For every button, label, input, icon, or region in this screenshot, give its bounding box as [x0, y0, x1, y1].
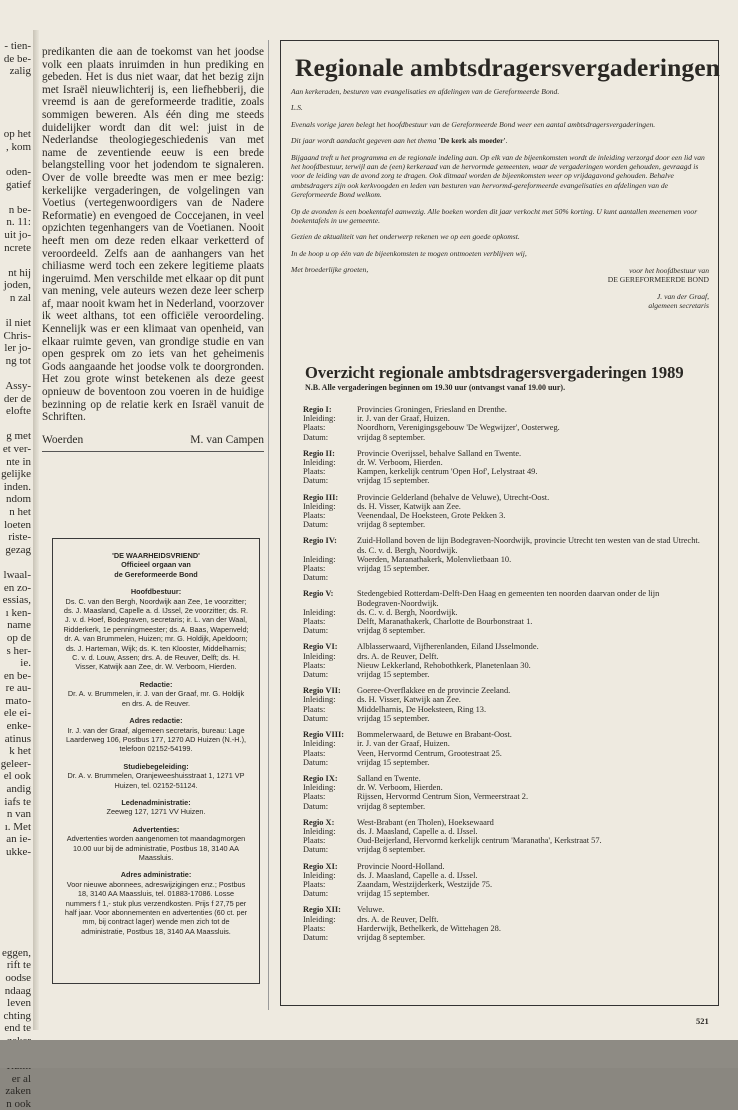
label-plaats: Plaats: — [303, 836, 326, 846]
region-name: Regio VIII: — [303, 730, 345, 740]
region-entry — [303, 862, 703, 899]
colophon-heading: Redactie: — [139, 679, 173, 689]
label-inleiding: Inleiding: — [303, 458, 336, 468]
region-place: Rijssen, Hervormd Centrum Sion, Vermeerstraat 2. — [357, 792, 529, 802]
region-labels — [303, 642, 357, 679]
label-datum: Datum: — [303, 573, 329, 583]
colophon-heading: Officieel orgaan van — [121, 560, 191, 570]
fragment-line: er al — [11, 1072, 31, 1085]
region-name: Regio VI: — [303, 642, 338, 652]
region-speaker: dr. W. Verboom, Hierden. — [357, 783, 443, 793]
fragment-line — [0, 556, 33, 569]
region-values — [357, 589, 703, 635]
fragment-line — [0, 871, 33, 884]
colophon-heading: 'DE WAARHEIDSVRIEND' — [112, 551, 200, 560]
fragment-line — [0, 116, 33, 129]
region-place: Veen, Hervormd Centrum, Grootestraat 25. — [357, 748, 502, 758]
region-area: Provincie Gelderland (behalve de Veluwe), Utrecht-Oost. — [357, 492, 550, 502]
intro-greeting: Met broederlijke groeten, — [291, 265, 369, 275]
region-entry — [303, 449, 703, 486]
region-values — [357, 818, 703, 855]
fragment-line: geleer- — [0, 757, 31, 770]
region-labels — [303, 905, 357, 942]
region-name: Regio VII: — [303, 686, 341, 696]
overview-note: N.B. Alle vergaderingen beginnen om 19.30 uur (ontvangst vanaf 19.00 uur). — [305, 383, 566, 392]
fragment-line: chting — [3, 1009, 31, 1022]
colophon-text: Voor nieuwe abonnees, adreswijzigingen enz.; Postbus 18, 3140 AA Maassluis, tel. 01883-17086. Losse nummers f 1,- stuk plus verzendkosten. Prijs f 27,75 per half jaar. Voor abonnementen en advertenties (60 ct. per mm, bij contract lager) wende men zich tot de administratie, Postbus 18, 3140 AA Maassluis. — [64, 879, 248, 936]
region-entry — [303, 405, 703, 442]
column-divider — [268, 40, 269, 1010]
label-plaats: Plaats: — [303, 748, 326, 758]
region-place: Delft, Maranathakerk, Charlotte de Bourbonstraat 1. — [357, 617, 533, 627]
region-area: Salland en Twente. — [357, 773, 421, 783]
label-datum: Datum: — [303, 801, 329, 811]
label-datum: Datum: — [303, 889, 329, 899]
region-date: vrijdag 8 september. — [357, 932, 426, 942]
fragment-line: elofte — [5, 405, 31, 418]
label-inleiding: Inleiding: — [303, 826, 336, 836]
fragment-line: n van — [6, 808, 31, 821]
fragment-line: riste- — [8, 531, 31, 544]
fragment-line: uit jo- — [4, 228, 31, 241]
fragment-line — [0, 896, 33, 909]
fragment-line — [0, 90, 33, 103]
fragment-line: s her- — [6, 644, 31, 657]
region-labels — [303, 862, 357, 899]
label-datum: Datum: — [303, 476, 329, 486]
intro-paragraph: Op de avonden is een boekentafel aanwezig. Alle boeken worden dit jaar verkocht met 50% korting. U kunt aantallen meenemen voor boekentafels in uw gemeente. — [291, 206, 698, 226]
fragment-line: zaken — [5, 1085, 31, 1098]
region-entry — [303, 686, 703, 723]
colophon-heading: Studiebegeleiding: — [123, 761, 189, 771]
label-inleiding: Inleiding: — [303, 554, 336, 564]
region-date: vrijdag 15 september. — [357, 564, 430, 574]
colophon-heading: Hoofdbestuur: — [130, 587, 182, 597]
label-datum: Datum: — [303, 932, 329, 942]
intro-paragraph: In de hoop u op één van de bijeenkomsten te mogen ontmoeten verblijven wij, — [291, 248, 527, 258]
region-values — [357, 730, 703, 767]
label-plaats: Plaats: — [303, 617, 326, 627]
region-area: Provincies Groningen, Friesland en Drenthe. — [357, 405, 507, 414]
page-gutter — [33, 30, 39, 1030]
fragment-line: ı ken- — [5, 606, 31, 619]
region-area: Veluwe. — [357, 905, 385, 915]
fragment-line — [0, 153, 33, 166]
article-author: M. van Campen — [190, 433, 264, 446]
region-entry — [303, 493, 703, 530]
region-values — [357, 405, 703, 442]
region-place: Veenendaal, De Hoeksteen, Grote Pekken 3. — [357, 511, 506, 521]
region-date: vrijdag 15 september. — [357, 889, 430, 899]
closing-line: DE GEREFORMEERDE BOND — [607, 275, 709, 285]
region-name: Regio X: — [303, 817, 335, 827]
fragment-line: nt hij — [8, 266, 31, 279]
region-values — [357, 493, 703, 530]
region-area: West-Brabant (en Tholen), Hoeksewaard — [357, 817, 494, 827]
fragment-line: eggen, — [1, 946, 31, 959]
region-entry — [303, 536, 703, 582]
region-place: Nieuw Lekkerland, Rehobothkerk, Planetenlaan 30. — [357, 660, 531, 670]
label-datum: Datum: — [303, 713, 329, 723]
label-datum: Datum: — [303, 670, 329, 680]
region-date: vrijdag 8 september. — [357, 801, 426, 811]
fragment-line: loeten — [4, 518, 31, 531]
colophon-heading: Adres redactie: — [129, 716, 183, 726]
colophon-text: Dr. A. v. Brummelen, ir. J. van der Graaf, mr. G. Holdijk en drs. A. de Reuver. — [67, 689, 245, 708]
region-date: vrijdag 15 september. — [357, 476, 430, 486]
region-speaker: ir. J. van der Graaf, Huizen. — [357, 414, 450, 424]
label-spacer — [303, 599, 357, 608]
region-date: vrijdag 8 september. — [357, 626, 426, 636]
closing-line: algemeen secretaris — [648, 300, 709, 310]
fragment-line: oodse — [5, 971, 31, 984]
fragment-line: re au- — [5, 682, 31, 695]
label-inleiding: Inleiding: — [303, 914, 336, 924]
intro-paragraph: Gezien de aktualiteit van het onderwerp rekenen we op een goede opkomst. — [291, 232, 520, 242]
region-labels — [303, 818, 357, 855]
region-name: Regio III: — [303, 492, 339, 502]
label-plaats: Plaats: — [303, 511, 326, 521]
article-text: predikanten die aan de toekomst van het joodse volk een plaats inruimden in hun prediking en gebeden. Het is dus niet waar, dat het bezig zijn met Israël nieuwlichterij is, een liefhebberij, die vreemd is aan de gereformeerde traditie, zoals sommigen beweren. Als één ding me steeds duidelijker wordt dan dit wel: juist in de Nederlandse theologiegeschiedenis van met name de zeventiende eeuw is een brede belangstelling voor het jodendom te signaleren. Over de volle breedte was men er mee bezig: kerkelijke vergaderingen, de volgelingen van Voetius (vertegenwoordigers van de Nadere Reformatie) en evengoed de Coccejanen, in veel opzichten tegenhangers van de Voetianen. Nooit heeft men om deze reden elkaar verketterd of veroordeeld. Zelfs aan de aanhangers van het chiliasme werd toch een zekere legitieme plaats ingeruimd. Men verschilde met elkaar op dit punt van mening, vele auteurs wezen deze leer scherp af, maar nooit kwam het in Nederland, voorzover ik weet althans, tot een officiële veroordeling. Kennelijk was er een klimaat van openheid, van elkaar ruimte geven, van grondige studie en van open gesprek om zo iets van het geheimenis Gods aangaande het joodse volk te doorgronden. Het zou grote winst betekenen als deze geest opnieuw de boventoon zou voeren in de huidige bezinning op de relatie kerk en Israël vanuit de Schriften. — [42, 46, 264, 424]
colophon-heading: Adres administratie: — [120, 870, 192, 880]
region-place: Middelharnis, De Hoeksteen, Ring 13. — [357, 704, 487, 714]
label-datum: Datum: — [303, 757, 329, 767]
fragment-line: lwaal- — [3, 568, 31, 581]
colophon-heading: de Gereformeerde Bond — [114, 569, 198, 579]
region-entry — [303, 774, 703, 811]
fragment-line: il niet — [5, 317, 31, 330]
fragment-line: zalig — [9, 65, 31, 78]
region-name: Regio XI: — [303, 861, 338, 871]
intro-address: Aan kerkeraden, besturen van evangelisaties en afdelingen van de Gereformeerde Bond. — [291, 87, 560, 96]
label-inleiding: Inleiding: — [303, 501, 336, 511]
region-place: Noordhorn, Verenigingsgebouw 'De Wegwijzer', Oosterweg. — [357, 423, 560, 433]
region-speaker: ds. J. Maasland, Capelle a. d. IJssel. — [357, 870, 478, 880]
label-inleiding: Inleiding: — [303, 695, 336, 705]
colophon-text: Advertenties worden aangenomen tot maandagmorgen 10.00 uur bij de administratie, Postbus 18, 3140 AA Maassluis. — [66, 834, 246, 862]
label-datum: Datum: — [303, 520, 329, 530]
fragment-line: mato- — [5, 694, 31, 707]
fragment-line: el ook — [3, 770, 31, 783]
page-shadow — [0, 1040, 738, 1068]
fragment-line: ı. Met — [4, 820, 31, 833]
fragment-line: ie. — [20, 657, 31, 670]
fragment-line: op het — [3, 128, 31, 141]
fragment-line: iafs te — [4, 795, 31, 808]
fragment-line: n zal — [9, 291, 31, 304]
fragment-line: ndom — [5, 493, 31, 506]
region-labels — [303, 589, 357, 635]
region-name: Regio II: — [303, 448, 335, 458]
region-area: Bommelerwaard, de Betuwe en Brabant-Oost. — [357, 730, 512, 740]
intro-salutation: L.S. — [291, 103, 303, 113]
fragment-line: gezag — [5, 543, 31, 556]
region-entry — [303, 642, 703, 679]
region-date: vrijdag 15 september. — [357, 713, 430, 723]
fragment-line: Assy- — [5, 380, 31, 393]
label-plaats: Plaats: — [303, 423, 326, 433]
fragment-line: nte in — [6, 455, 31, 468]
region-labels — [303, 730, 357, 767]
region-speaker: drs. A. de Reuver, Delft. — [357, 651, 439, 661]
region-area: Provincie Overijssel, behalve Salland en Twente. — [357, 448, 522, 458]
schedule-list — [303, 405, 703, 949]
article-column — [42, 46, 264, 452]
fragment-line: oden- — [5, 165, 31, 178]
fragment-line: ukke- — [5, 846, 31, 858]
region-date: vrijdag 15 september. — [357, 670, 430, 680]
region-date: vrijdag 8 september. — [357, 845, 426, 855]
label-plaats: Plaats: — [303, 704, 326, 714]
fragment-line — [0, 191, 33, 204]
region-speaker: ds. H. Visser, Katwijk aan Zee. — [357, 501, 461, 511]
label-plaats: Plaats: — [303, 564, 326, 574]
colophon-text: Zeeweg 127, 1271 VV Huizen. — [106, 807, 206, 817]
colophon-heading: Advertenties: — [132, 824, 180, 834]
fragment-line: inden. — [3, 480, 31, 493]
closing-line: J. van der Graaf, — [656, 291, 709, 301]
fragment-line: end te — [4, 1022, 31, 1035]
fragment-line: name — [7, 619, 31, 632]
fragment-line — [0, 884, 33, 897]
label-inleiding: Inleiding: — [303, 414, 336, 424]
colophon-heading: Ledenadministratie: — [121, 797, 191, 807]
label-spacer — [303, 546, 357, 555]
region-labels — [303, 405, 357, 442]
label-datum: Datum: — [303, 845, 329, 855]
fragment-line: g met — [6, 430, 31, 443]
fragment-line: ndaag — [4, 984, 31, 997]
region-area: Stedengebied Rotterdam-Delft-Den Haag en gemeenten ten noorden daarvan onder de lijn Bodegraven-Noordwijk. — [357, 589, 660, 608]
region-entry — [303, 905, 703, 942]
fragment-line: ele ei- — [3, 707, 31, 720]
region-values — [357, 642, 703, 679]
fragment-line: - tien- — [4, 40, 31, 52]
colophon-text: Dr. A. v. Brummelen, Oranjeweeshuisstraat 1, 1271 VP Huizen, tel. 02152-51124. — [67, 771, 245, 790]
announcement-title: Regionale ambtsdragersvergaderingen — [295, 53, 720, 82]
colophon-content — [53, 539, 259, 936]
fragment-line: et ver- — [2, 443, 31, 455]
region-area: Goeree-Overflakkee en de provincie Zeeland. — [357, 686, 511, 696]
intro-theme: Dit jaar wordt aandacht gegeven aan het thema 'De kerk als moeder'. — [291, 136, 508, 146]
region-name: Regio V: — [303, 589, 334, 599]
fragment-line — [0, 78, 33, 91]
region-speaker: ir. J. van der Graaf, Huizen. — [357, 739, 450, 749]
fragment-line: ng tot — [5, 354, 31, 367]
region-place: Zaandam, Westzijderkerk, Westzijde 75. — [357, 879, 493, 889]
region-values — [357, 905, 703, 942]
label-plaats: Plaats: — [303, 467, 326, 477]
article-signature — [42, 434, 264, 453]
previous-column-fragment — [0, 40, 33, 1110]
fragment-line — [0, 859, 33, 872]
region-labels — [303, 449, 357, 486]
region-labels — [303, 686, 357, 723]
fragment-line: ncrete — [4, 241, 31, 254]
fragment-line: n ook — [6, 1097, 31, 1110]
fragment-line: essias, — [2, 594, 31, 607]
fragment-line — [0, 103, 33, 116]
label-plaats: Plaats: — [303, 660, 326, 670]
fragment-line: enke- — [6, 720, 31, 733]
theme-title: 'De kerk als moeder' — [438, 136, 506, 146]
announcement-intro — [291, 87, 709, 310]
closing-line: voor het hoofdbestuur van — [629, 265, 709, 275]
article-place: Woerden — [42, 433, 84, 446]
region-name: Regio XII: — [303, 905, 341, 915]
region-speaker: drs. A. de Reuver, Delft. — [357, 914, 439, 924]
region-entry — [303, 730, 703, 767]
region-place: Kampen, kerkelijk centrum 'Open Hof', Lelystraat 49. — [357, 467, 538, 477]
region-area: Zuid-Holland boven de lijn Bodegraven-Noordwijk, provincie Utrecht ten westen van de stad Utrecht. — [357, 536, 700, 546]
region-date: vrijdag 8 september. — [357, 432, 426, 442]
fragment-line: atinus — [4, 732, 31, 745]
region-date: vrijdag 15 september. — [357, 757, 430, 767]
label-plaats: Plaats: — [303, 792, 326, 802]
region-values — [357, 774, 703, 811]
region-place: Woerden, Maranathakerk, Molenvlietbaan 10. — [357, 554, 512, 564]
region-area: Provincie Noord-Holland. — [357, 861, 445, 871]
label-datum: Datum: — [303, 626, 329, 636]
label-inleiding: Inleiding: — [303, 651, 336, 661]
fragment-line: joden, — [3, 279, 31, 292]
label-plaats: Plaats: — [303, 879, 326, 889]
label-inleiding: Inleiding: — [303, 783, 336, 793]
label-inleiding: Inleiding: — [303, 870, 336, 880]
fragment-line: , kom — [5, 140, 31, 153]
fragment-line: de be- — [3, 52, 31, 65]
fragment-line: andig — [6, 783, 31, 796]
fragment-line: en zo- — [3, 581, 31, 594]
region-place: Oud-Beijerland, Hervormd kerkelijk centrum 'Maranatha', Kerkstraat 57. — [357, 836, 602, 846]
fragment-line — [0, 367, 33, 380]
label-inleiding: Inleiding: — [303, 739, 336, 749]
fragment-line: Chris- — [3, 329, 31, 342]
region-entry — [303, 818, 703, 855]
region-labels — [303, 493, 357, 530]
fragment-line: k het — [9, 745, 31, 758]
fragment-line: gelijke — [1, 468, 31, 481]
region-date: vrijdag 8 september. — [357, 520, 426, 530]
label-inleiding: Inleiding: — [303, 607, 336, 617]
region-speaker: ds. C. v. d. Bergh, Noordwijk. — [357, 545, 458, 555]
region-speaker: ds. H. Visser, Katwijk aan Zee. — [357, 695, 461, 705]
fragment-line: der de — [3, 392, 31, 405]
region-labels — [303, 536, 357, 582]
region-speaker: dr. W. Verboom, Hierden. — [357, 458, 443, 468]
fragment-line: n het — [9, 505, 31, 518]
region-speaker: ds. J. Maasland, Capelle a. d. IJssel. — [357, 826, 478, 836]
overview-title: Overzicht regionale ambtsdragersvergaderingen 1989 — [305, 363, 684, 382]
region-place: Harderwijk, Bethelkerk, de Wittehagen 28. — [357, 923, 501, 933]
intro-paragraph: Evenals vorige jaren belegt het hoofdbestuur van de Gereformeerde Bond weer een aantal ambtsdragersvergaderingen. — [291, 119, 656, 129]
announcement-box — [280, 40, 719, 1006]
fragment-line — [0, 909, 33, 922]
fragment-line — [0, 418, 33, 431]
fragment-line — [0, 922, 33, 935]
fragment-line — [0, 254, 33, 267]
fragment-line — [0, 934, 33, 947]
fragment-line: op de — [6, 631, 31, 644]
fragment-line: gatief — [5, 178, 31, 191]
region-values — [357, 862, 703, 899]
fragment-line: n. 11: — [6, 216, 31, 229]
fragment-line: ler jo- — [4, 342, 31, 355]
region-speaker: ds. C. v. d. Bergh, Noordwijk. — [357, 607, 458, 617]
fragment-line: en be- — [3, 669, 31, 682]
region-name: Regio IV: — [303, 536, 337, 546]
region-values — [357, 536, 703, 582]
fragment-line — [0, 304, 33, 317]
fragment-line: n be- — [8, 203, 31, 216]
page-number: 521 — [696, 1016, 709, 1026]
region-name: Regio I: — [303, 405, 332, 414]
region-values — [357, 449, 703, 486]
colophon-text: Ds. C. van den Bergh, Noordwijk aan Zee, 1e voorzitter; ds. J. Maasland, Capelle a. d. IJssel, 2e voorzitter; ds. R. J. v. d. Hoef, Bodegraven, secretaris; ir. L. van der Waal, Ridderkerk, 1e penningmeester; ds. A. Baas, Wapenveld; dr. A. van Brummelen, Huizen; mr. G. Holdijk, Apeldoorn; ds. J. Harteman, Wijk; ds. K. ten Klooster, Middelharnis; C. v. d. Louw, Assen; drs. A. de Reuver, Delft; ds. H. Visser, Katwijk aan Zee, dr. W. Verboom, Hierden. — [63, 596, 249, 672]
fragment-line: leven — [7, 997, 31, 1010]
region-name: Regio IX: — [303, 773, 338, 783]
region-labels — [303, 774, 357, 811]
region-entry — [303, 589, 703, 635]
label-datum: Datum: — [303, 432, 329, 442]
label-plaats: Plaats: — [303, 923, 326, 933]
intro-paragraph: Bijgaand treft u het programma en de regionale indeling aan. Op elk van de bijeenkomsten wordt de inleiding verzorgd door een lid van het hoofdbestuur, terwijl aan de (een) kerkeraad van de hervormde gemeenten, waar de vergaderingen worden gehouden, gevraagd is voor de leiding van de avond zorg te dragen. Ook ditmaal worden de bijeenkomsten weer op vrijdagavond gehouden. Behalve ambtsdragers zijn ook kerkvoogden en leden van besturen van hervormd-gereformeerde evangelisaties en afdelingen van de Gereformeerde Bond welkom. — [291, 152, 705, 200]
region-area: Alblasserwaard, Vijfherenlanden, Eiland IJsselmonde. — [357, 642, 539, 652]
fragment-line: an ie- — [6, 833, 31, 846]
fragment-line: rift te — [6, 959, 31, 972]
colophon-box — [52, 538, 260, 984]
colophon-text: Ir. J. van der Graaf, algemeen secretaris, bureau: Lage Laarderweg 106, Postbus 177, 1270 AD Huizen (N.-H.), telefoon 02152-54199. — [65, 725, 247, 754]
region-values — [357, 686, 703, 723]
